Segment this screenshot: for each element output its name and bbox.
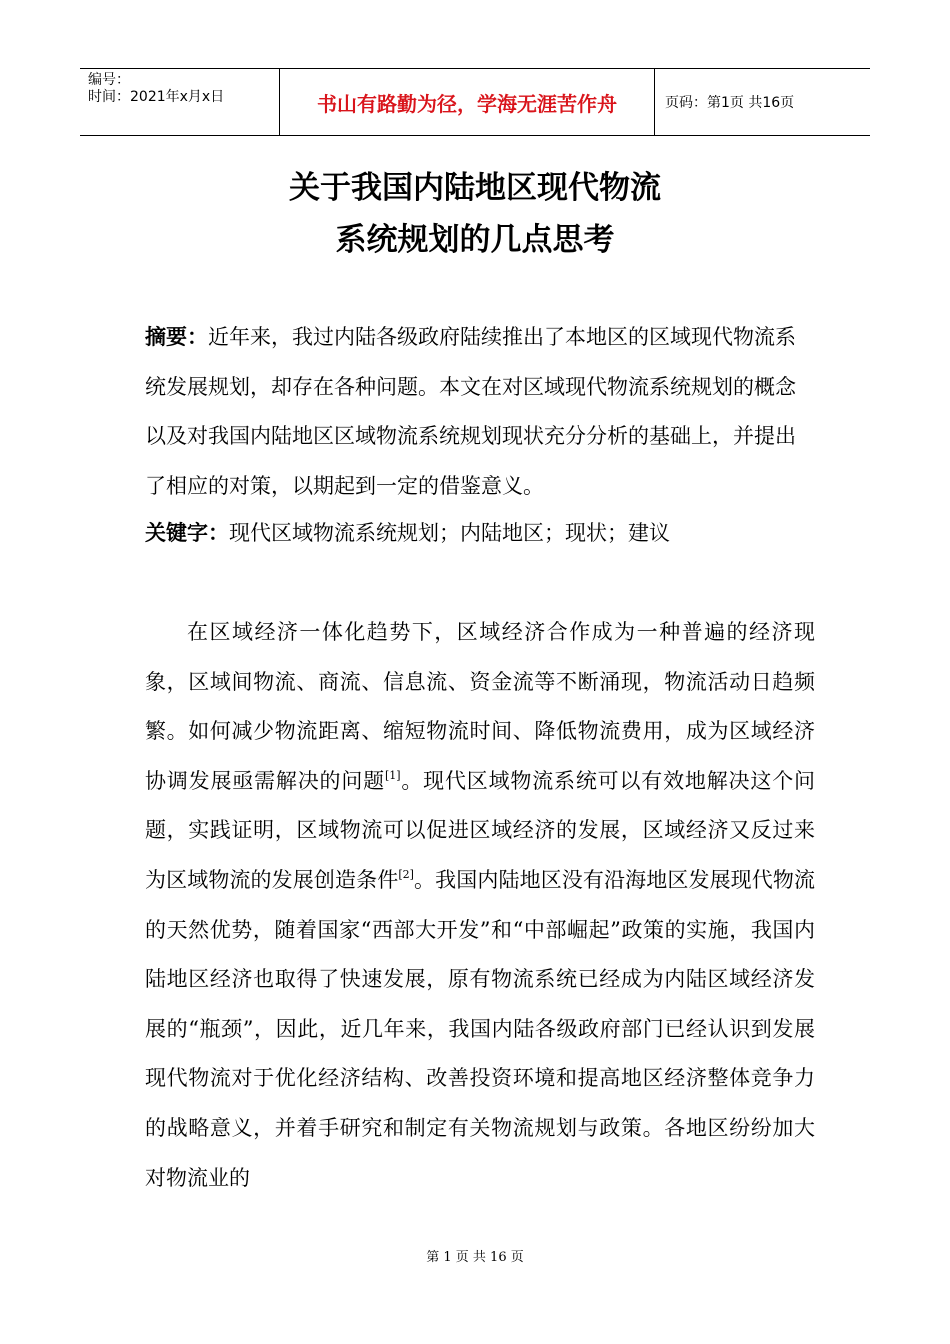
document-title	[0, 162, 950, 266]
body-text-part-2: 。现代区域物流系统可以有效地解决这个问题，实践证明，区域物流可以促进区域经济的发展，区域经济又反过来为区域物流的发展创造条件	[145, 768, 816, 892]
citation-2[interactable]: [2]	[398, 867, 414, 881]
keywords-text: 现代区域物流系统规划；内陆地区；现状；建议	[229, 521, 670, 545]
header-page-info: 页码：第1页 共16页	[665, 95, 795, 111]
keywords	[145, 509, 815, 558]
page-footer: 第 1 页 共 16 页	[426, 1250, 524, 1265]
abstract-text: 近年来，我过内陆各级政府陆续推出了本地区的区域现代物流系统发展规划，却存在各种问题。本文在对区域现代物流系统规划的概念以及对我国内陆地区区域物流系统规划现状充分分析的基础上，并提出了相应的对策，以期起到一定的借鉴意义。	[145, 325, 796, 498]
citation-1[interactable]: [1]	[384, 768, 401, 782]
date-label: 时间：2021年x月x日	[88, 89, 225, 105]
header-meta	[80, 69, 280, 135]
body-paragraph	[145, 608, 815, 1203]
page-header	[80, 68, 870, 136]
keywords-label: 关键字：	[145, 521, 229, 545]
abstract	[145, 313, 815, 511]
body-text-part-1: 在区域经济一体化趋势下，区域经济合作成为一种普遍的经济现象，区域间物流、商流、信息流、资金流等不断涌现，物流活动日趋频繁。如何减少物流距离、缩短物流时间、降低物流费用，成为区域经济协调发展亟需解决的问题	[145, 620, 815, 793]
header-motto: 书山有路勤为径，学海无涯苦作舟	[280, 69, 655, 135]
serial-label: 编号：	[88, 72, 130, 88]
title-line-2: 系统规划的几点思考	[335, 222, 615, 258]
abstract-label: 摘要：	[145, 325, 208, 349]
body-text-part-3: 。我国内陆地区没有沿海地区发展现代物流的天然优势，随着国家“西部大开发”和“中部崛起”政策的实施，我国内陆地区经济也取得了快速发展，原有物流系统已经成为内陆区域经济发展的“瓶颈”，因此，近几年来，我国内陆各级政府部门已经认识到发展现代物流对于优化经济结构、改善投资环境和提高地区经济整体竞争力的战略意义，并着手研究和制定有关物流规划与政策。各地区纷纷加大对物流业的	[145, 867, 816, 1190]
title-line-1: 关于我国内陆地区现代物流	[289, 170, 661, 206]
